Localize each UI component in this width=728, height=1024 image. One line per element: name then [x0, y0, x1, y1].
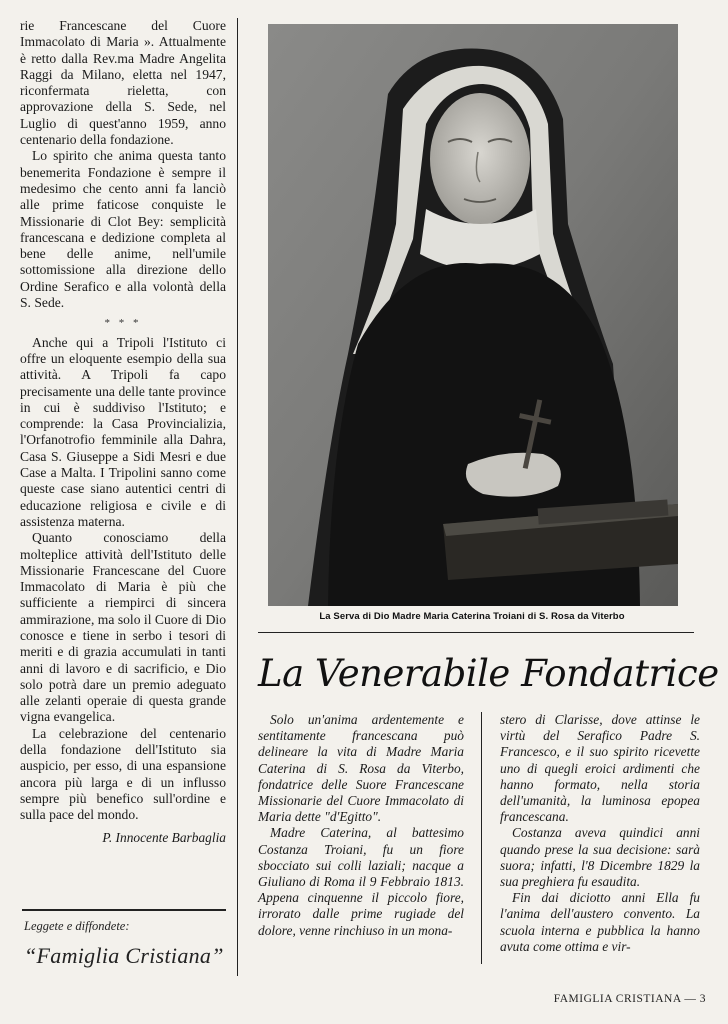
article-paragraph-3: Costanza aveva quindici anni quando prese la sua decisione: sarà suora; infatti, l'8 Dicembre 1829 la sua preghiera fu esaudita. [500, 825, 700, 890]
article-right-column [500, 712, 700, 955]
portrait-illustration [268, 24, 678, 606]
article-middle-column [258, 712, 464, 939]
article-paragraph-1: Solo un'anima ardentemente e sentitamente francescana può delineare la vita di Madre Maria Caterina di S. Rosa da Viterbo, fondatrice delle Suore Francescane Missionarie del Cuore Immacolato di Maria dette "d'Egitto". [258, 712, 464, 825]
headline-divider [258, 632, 694, 633]
column-divider [237, 18, 238, 976]
article-headline: La Venerabile Fondatrice [258, 652, 719, 695]
left-paragraph-5: La celebrazione del centenario della fondazione dell'Istituto sia auspicio, per esso, di una espansione ancora più larga e di un influsso sempre più benefico sull'ordine e sulla pace del mondo. [20, 725, 226, 823]
left-column [20, 18, 226, 846]
left-paragraph-4: Quanto conosciamo della molteplice attività dell'Istituto delle Missionarie Francescane del Cuore Immacolato di Maria è più che sufficiente a riempirci di sincera ammirazione, ma solo il Cuore di Dio conosce e tiene in serbo i tesori di meriti e di grazia accumulati in tanti anni di lavoro e di sacrificio, e Dio solo potrà dare un premio adeguato alle zelanti operaie di questa grande vigna evangelica. [20, 530, 226, 725]
left-paragraph-3: Anche qui a Tripoli l'Istituto ci offre un eloquente esempio della sua attività. A Tripoli fa capo precisamente una delle tante province in cui è suddiviso l'Istituto; e comprende: la Casa Provincializia, l'Orfanotrofio femminile alla Dahra, Casa S. Giuseppe a Sidi Mesri e due Case a Malta. I Tripolini sanno come queste case siano autentici centri di educazione religiosa e civile e di assistenza materna. [20, 334, 226, 529]
left-paragraph-2: Lo spirito che anima questa tanto benemerita Fondazione è sempre il medesimo che cento anni fa lanciò alle prime faticose conquiste le Missionarie di Clot Bey: semplicità francescana e dedizione completa al bene delle anime, nell'umile sottomissione alla direzione dello Ordine Serafico e alla volontà della S. Sede. [20, 148, 226, 311]
section-separator: * * * [104, 317, 142, 330]
article-continuation: stero di Clarisse, dove attinse le virtù del Serafico Padre S. Francesco, e il suo spirito ricevette uno di quegli eroici ardimenti che hanno formato, nella storia dell'umanità, la luminosa epopea francescana. [500, 712, 700, 825]
promo-divider [22, 909, 226, 911]
photo-caption: La Serva di Dio Madre Maria Caterina Troiani di S. Rosa da Viterbo [319, 611, 625, 622]
promo-subtitle: Leggete e diffondete: [24, 919, 130, 933]
article-paragraph-2: Madre Caterina, al battesimo Costanza Troiani, fu un fiore sbocciato sui colli laziali; nacque a Giuliano di Roma il 9 Febbraio 1813. Appena cinquenne il piccolo fiore, irrorato dalle prime rugiade del dolore, venne rinchiuso in un mona- [258, 825, 464, 938]
article-column-divider [481, 712, 482, 964]
portrait-photo [268, 24, 678, 606]
promo-title: “Famiglia Cristiana” [24, 943, 224, 968]
article-paragraph-4: Fin dai diciotto anni Ella fu l'anima dell'austero convento. La scuola interna e pubblica la hanno avuta come ottima e vir- [500, 890, 700, 954]
left-paragraph-1: rie Francescane del Cuore Immacolato di Maria ». Attualmente è retto dalla Rev.ma Madre Angelita Raggi da Milano, eletta nel 1947, riconfermata rieletta, con approvazione della S. Sede, nel Luglio di quest'anno 1959, anno centenario della fondazione. [20, 18, 226, 148]
author-signature: P. Innocente Barbaglia [102, 829, 226, 845]
page-footer: FAMIGLIA CRISTIANA — 3 [553, 993, 706, 1005]
